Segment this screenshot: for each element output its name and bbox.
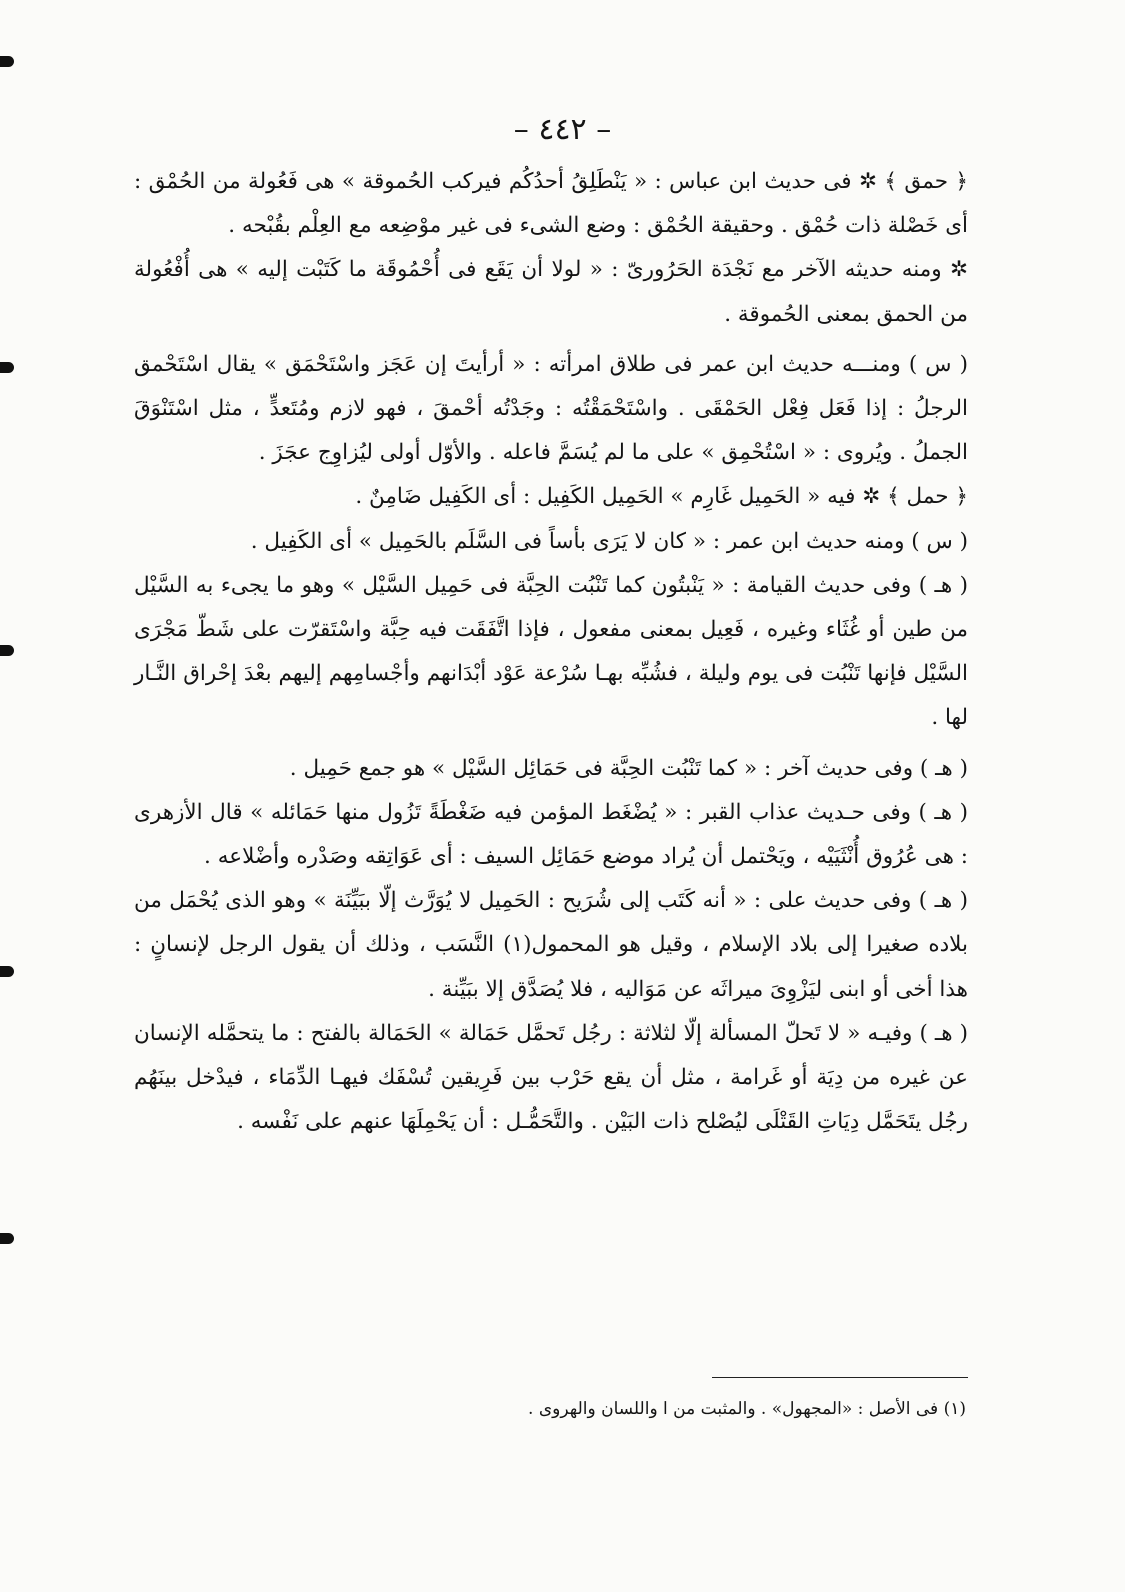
entry-paragraph: ﴿ حمل ﴾ ✲ فيه « الحَمِيل غَارِم » الحَمِيل الكَفِيل : أى الكَفِيل ضَامِنٌ .: [355, 484, 968, 510]
binding-hole-mark: [0, 56, 14, 67]
entry-paragraph: ( هـ ) وفى حـديث عذاب القبر : « يُضْغَط المؤمن فيه ضَغْطَةً تَزُول منها حَمَائله » قال الأزهرى : هى عُرُوق أُنْثَيَيْه ، ويَحْتمل أن يُراد موضع حَمَائِل السيف : أى عَوَاتِقه وصَدْره وأضْلاعه .: [134, 799, 968, 870]
entry-paragraph: ( هـ ) وفى حديث آخر : « كما تَنْبُت الحِبَّة فى حَمَائِل السَّيْل » هو جمع حَمِيل .: [289, 755, 968, 781]
page-number: – ٤٤٢ –: [513, 112, 612, 147]
main-text: [134, 160, 968, 1144]
binding-hole-mark: [0, 362, 14, 373]
entry-paragraph: ( هـ ) وفيـه « لا تَحلّ المسألة إلّا لثلاثة : رجُل تَحمَّل حَمَالة » الحَمَالة بالفتح : ما يتحمَّله الإنسان عن غيره من دِيَة أو غَرامة ، مثل أن يقع حَرْب بين فَرِيقين تُسْفَك فيهـا الدِّمَاء ، فيدْخل بينَهُم رجُل يتَحَمَّل دِيَاتِ القَتْلَى ليُصْلح ذات البَيْن . والتَّحَمُّـل : أن يَحْمِلَهَا عنهم على نَفْسه .: [134, 1020, 968, 1135]
entry-paragraph: ( س ) ومنه حديث ابن عمر : « كان لا يَرَى بأساً فى السَّلَم بالحَمِيل » أى الكَفِيل .: [250, 528, 968, 554]
entry-paragraph: ( س ) ومنـــه حديث ابن عمر فى طلاق امرأته : « أرأيتَ إن عَجَز واسْتَحْمَق » يقال اسْتَحْمق الرجلُ : إذا فَعَل فِعْل الحَمْقَى . واسْتَحْمَقْتُه : وجَدْتُه أحْمقَ ، فهو لازم ومُتَعدٍّ ، مثل اسْتَنْوَقَ الجملُ . ويُروى : « اسْتُحْمِق » على ما لم يُسَمَّ فاعله . والأوّل أولى ليُزاوِج عجَزَ .: [134, 351, 968, 466]
entry-paragraph: ﴿ حمق ﴾ ✲ فى حديث ابن عباس : « يَنْطَلِقُ أحدُكُم فيركب الحُموقة » هى فَعُولة من الحُمْق : أى خَصْلة ذات حُمْق . وحقيقة الحُمْق : وضع الشىء فى غير موْضِعه مع العِلْم بقُبْحه .: [134, 169, 968, 239]
entry-paragraph: ( هـ ) وفى حديث القيامة : « يَنْبتُون كما تَنْبُت الحِبَّة فى حَمِيل السَّيْل » وهو ما يجىء به السَّيْل من طين أو غُثَاء وغيره ، فَعِيل بمعنى مفعول ، فإذا اتَّفَقَت فيه حِبَّة واسْتَقرّت على شَطّ مَجْرَى السَّيْل فإنها تَنْبُت فى يوم وليلة ، فشُبِّه بهـا سُرْعة عَوْد أبْدَانهم وأجْسامِهم إليهم بعْدَ إحْراق النَّـار لها .: [134, 572, 968, 731]
entry-paragraph: ✲ ومنه حديثه الآخر مع نَجْدَة الحَرُورىّ : « لولا أن يَقَع فى أُحْمُوقَة ما كَتَبْت إليه » هى أُفْعُولة من الحمق بمعنى الحُموقة .: [134, 257, 968, 327]
binding-hole-mark: [0, 966, 14, 977]
binding-hole-mark: [0, 645, 14, 656]
binding-hole-mark: [0, 1233, 14, 1244]
footnote-divider: [712, 1377, 968, 1378]
footnote: (١) فى الأصل : «المجهول» . والمثبت من ا واللسان والهروى .: [528, 1399, 966, 1419]
entry-paragraph: ( هـ ) وفى حديث على : « أنه كَتَب إلى شُرَيح : الحَمِيل لا يُوَرَّث إلّا ببَيِّنَة » وهو الذى يُحْمَل من بلاده صغيرا إلى بلاد الإسلام ، وقيل هو المحمول(١) النَّسَب ، وذلك أن يقول الرجل لإنسانٍ : هذا أخى أو ابنى ليَزْوِىَ ميراثَه عن مَوَاليه ، فلا يُصَدَّق إلا ببَيِّنة .: [134, 888, 968, 1002]
